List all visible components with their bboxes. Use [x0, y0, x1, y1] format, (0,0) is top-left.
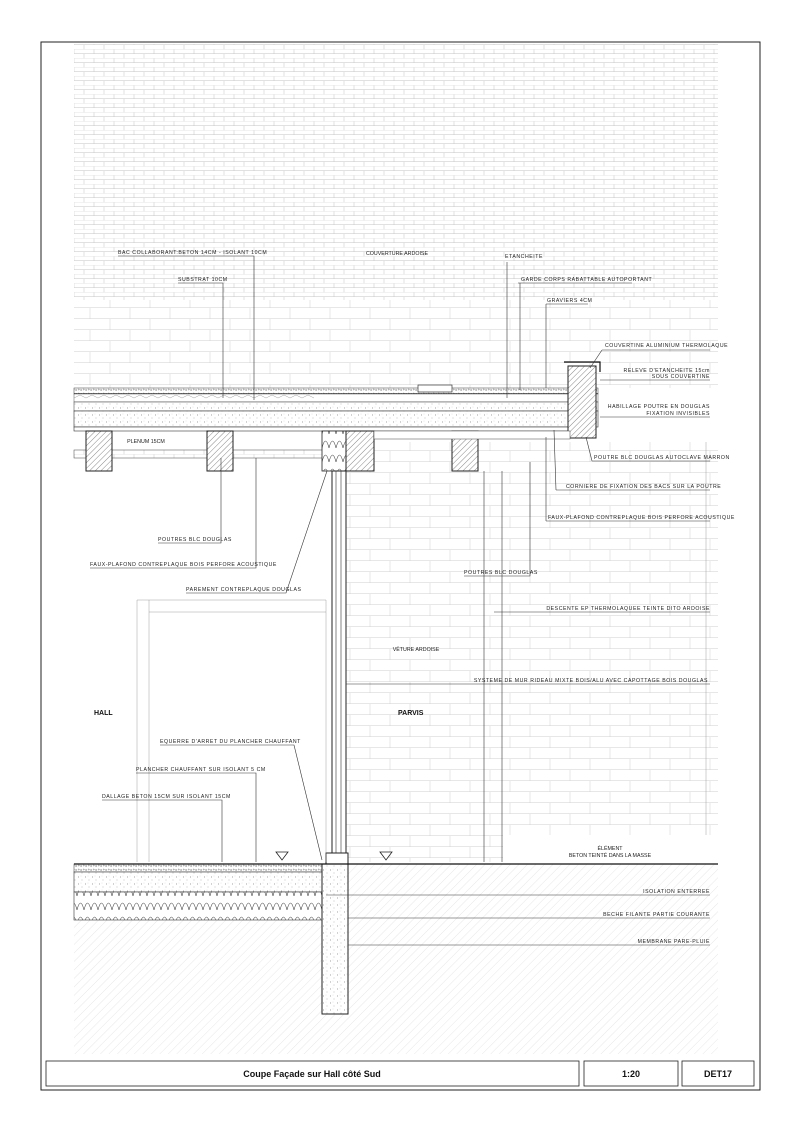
- label-couvertine: COUVERTINE ALUMINIUM THERMOLAQUE: [605, 343, 729, 349]
- label-poutre-autoclave: POUTRE BLC DOUGLAS AUTOCLAVE MARRON: [594, 455, 730, 461]
- label-equerre: EQUERRE D'ARRET DU PLANCHER CHAUFFANT: [160, 739, 301, 745]
- label-beche: BECHE FILANTE PARTIE COURANTE: [603, 912, 710, 918]
- label-releve-1: RELEVE D'ETANCHEITE 15cm: [623, 368, 710, 374]
- label-poutres-right: POUTRES BLC DOUGLAS: [464, 570, 538, 576]
- drawing-title: Coupe Façade sur Hall côté Sud: [243, 1069, 381, 1079]
- label-isolation: ISOLATION ENTERREE: [643, 889, 710, 895]
- label-graviers: GRAVIERS 4CM: [547, 298, 593, 304]
- label-bac: BAC COLLABORANT:BETON 14CM - ISOLANT 10CM: [118, 250, 268, 256]
- label-couverture: COUVERTURE ARDOISE: [365, 251, 429, 257]
- label-substrat: SUBSTRAT 10CM: [178, 277, 228, 283]
- label-parement: PAREMENT CONTREPLAQUE DOUGLAS: [186, 587, 302, 593]
- label-corniere: CORNIERE DE FIXATION DES BACS SUR LA POUTRE: [566, 484, 722, 490]
- label-poutres-left: POUTRES BLC DOUGLAS: [158, 537, 232, 543]
- hall-interior: [137, 600, 326, 862]
- label-descente-ep: DESCENTE EP THERMOLAQUEE TEINTE DITO ARDOISE: [546, 606, 710, 612]
- foundation: [74, 852, 718, 1054]
- label-faux-plafond-right: FAUX-PLAFOND CONTREPLAQUE BOIS PERFORE ACOUSTIQUE: [548, 515, 735, 521]
- title-block: [46, 1061, 754, 1086]
- label-plenum: PLENUM 15CM: [127, 439, 165, 445]
- label-etancheite: ETANCHEITE: [505, 254, 543, 260]
- label-element-1: ÉLÉMENT: [597, 846, 623, 852]
- label-garde-corps: GARDE CORPS RABATTABLE AUTOPORTANT: [521, 277, 653, 283]
- label-hall: HALL: [94, 710, 113, 717]
- drawing-ref: DET17: [703, 1069, 733, 1079]
- label-dallage: DALLAGE BETON 15CM SUR ISOLANT 15CM: [102, 794, 231, 800]
- label-parvis: PARVIS: [398, 710, 424, 717]
- label-mur-rideau: SYSTEME DE MUR RIDEAU MIXTE BOIS/ALU AVEC CAPOTTAGE BOIS DOUGLAS: [473, 678, 708, 684]
- label-membrane: MEMBRANE PARE-PLUIE: [637, 939, 710, 945]
- label-veture: VÊTURE ARDOISE: [392, 647, 440, 653]
- label-habillage-1: HABILLAGE POUTRE EN DOUGLAS: [607, 404, 710, 410]
- curtain-wall: [326, 471, 348, 865]
- drawing-scale: 1:20: [621, 1069, 641, 1079]
- label-faux-plafond-left: FAUX-PLAFOND CONTREPLAQUE BOIS PERFORE ACOUSTIQUE: [90, 562, 277, 568]
- label-element-2: BETON TEINTÉ DANS LA MASSE: [568, 853, 652, 859]
- label-habillage-2: FIXATION INVISIBLES: [646, 411, 710, 417]
- label-plancher-chauffant: PLANCHER CHAUFFANT SUR ISOLANT 5 CM: [136, 767, 266, 773]
- roof-slab: [74, 388, 598, 431]
- label-releve-2: SOUS COUVERTINE: [651, 374, 710, 380]
